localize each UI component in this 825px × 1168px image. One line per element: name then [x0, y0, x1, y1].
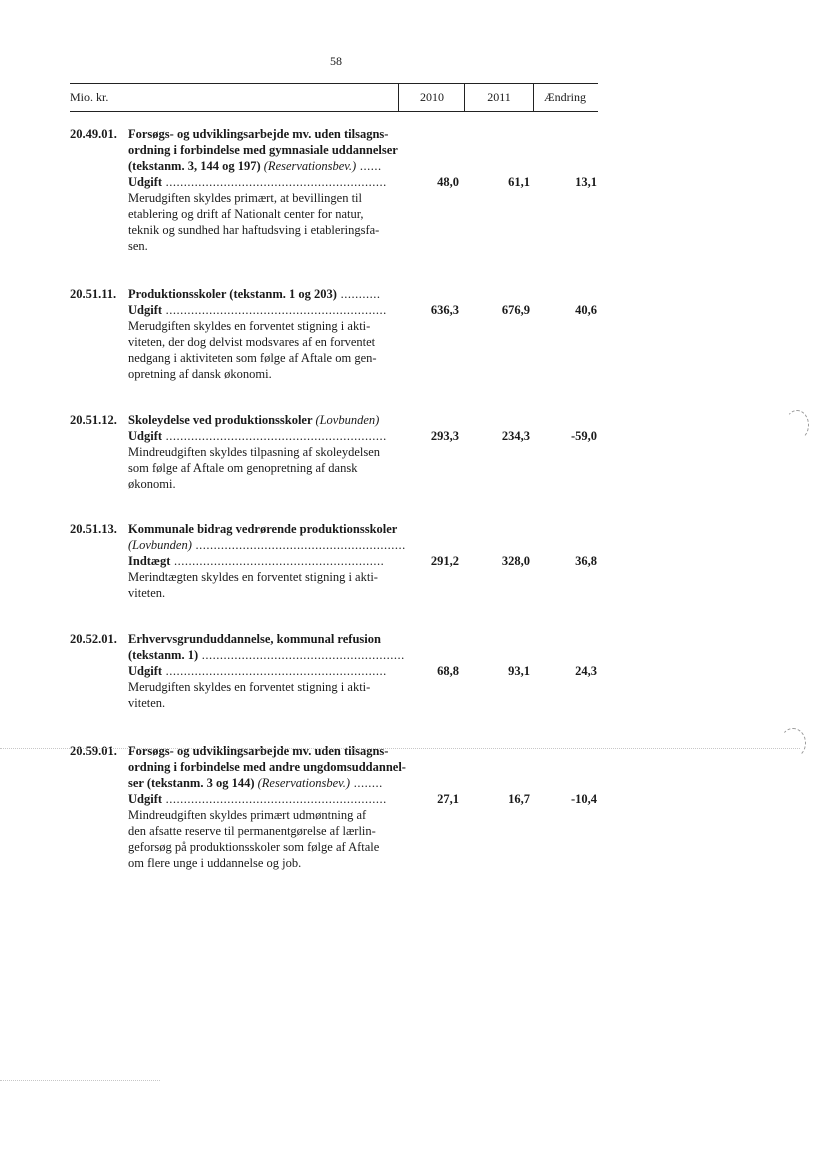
entry-title-line: Kommunale bidrag vedrørende produktionsskoler [128, 522, 398, 536]
leader-dots: ...... [356, 159, 382, 173]
leader-dots: ........... [336, 287, 381, 301]
column-change-header: Ændring [544, 90, 586, 104]
unit-label: Mio. kr. [70, 90, 109, 104]
value-2010: 636,3 [430, 303, 459, 317]
leader-dots: ........ [350, 776, 383, 790]
note-line: teknik og sundhed har haftudsving i etableringsfa- [128, 223, 380, 237]
note-line: økonomi. [128, 477, 176, 491]
line-item-label: Udgift [128, 175, 163, 189]
leader-dots: ............................................................. [162, 303, 387, 317]
leader-dots: ........................................................ [198, 648, 405, 662]
note-line: nedgang i aktiviteten som følge af Aftale om gen- [128, 351, 377, 365]
note-line: Mindreudgiften skyldes tilpasning af skoleydelsen [128, 445, 381, 459]
leader-dots: ............................................................. [162, 429, 387, 443]
account-code: 20.59.01. [70, 744, 117, 758]
note-line: som følge af Aftale om genopretning af dansk [128, 461, 358, 475]
leader-dots: ............................................................. [162, 664, 387, 678]
entry-title-text: (tekstanm. 1) [128, 648, 199, 662]
note-line: geforsøg på produktionsskoler som følge af Aftale [128, 840, 380, 854]
column-2010-header: 2010 [398, 84, 465, 111]
note-line: viteten. [128, 586, 166, 600]
note-line: viteten. [128, 696, 166, 710]
value-2011: 16,7 [508, 792, 530, 806]
entry-title-line: Forsøgs- og udviklingsarbejde mv. uden tilsagns- [128, 744, 389, 758]
entry-title-line: ordning i forbindelse med gymnasiale uddannelser [128, 143, 398, 157]
note-line: sen. [128, 239, 148, 253]
value-change: 24,3 [575, 664, 597, 678]
entry-title-text: Produktionsskoler (tekstanm. 1 og 203) [128, 287, 337, 301]
value-2011: 93,1 [508, 664, 530, 678]
note-line: Merudgiften skyldes en forventet stigning i akti- [128, 680, 371, 694]
value-2011: 234,3 [501, 429, 530, 443]
scan-fold-line [0, 748, 800, 749]
value-2010: 291,2 [430, 554, 459, 568]
column-2011-header: 2011 [464, 84, 534, 111]
account-code: 20.49.01. [70, 127, 117, 141]
entry-title-text: ser (tekstanm. 3 og 144) [128, 776, 258, 790]
entry-title-line: ordning i forbindelse med andre ungdomsuddannel- [128, 760, 406, 774]
entry-title-line: Erhvervsgrunduddannelse, kommunal refusion [128, 632, 381, 646]
entry-title-text: Skoleydelse ved produktionsskoler [128, 413, 316, 427]
value-2010: 68,8 [437, 664, 459, 678]
value-2010: 293,3 [430, 429, 459, 443]
value-change: 36,8 [575, 554, 597, 568]
line-item-label: Udgift [128, 664, 163, 678]
value-change: -59,0 [570, 429, 597, 443]
line-item-label: Udgift [128, 792, 163, 806]
line-item-label: Udgift [128, 303, 163, 317]
note-line: opretning af dansk økonomi. [128, 367, 272, 381]
account-code: 20.51.11. [70, 287, 117, 301]
entry-title-qualifier: (Lovbunden) [315, 413, 380, 427]
scan-fold-line [0, 1080, 160, 1081]
line-item-label: Udgift [128, 429, 163, 443]
value-2011: 676,9 [501, 303, 530, 317]
value-2011: 328,0 [501, 554, 530, 568]
note-line: Merudgiften skyldes primært, at bevillingen til [128, 191, 362, 205]
value-change: 13,1 [575, 175, 597, 189]
note-line: Merudgiften skyldes en forventet stigning i akti- [128, 319, 371, 333]
value-change: -10,4 [570, 792, 597, 806]
leader-dots: ............................................................. [162, 175, 387, 189]
punch-hole-mark [780, 728, 806, 758]
note-line: viteten, der dog delvist modsvares af en forventet [128, 335, 376, 349]
note-line: om flere unge i uddannelse og job. [128, 856, 302, 870]
entry-title-qualifier: (Reservationsbev.) [257, 776, 351, 790]
entry-title-line: Forsøgs- og udviklingsarbejde mv. uden tilsagns- [128, 127, 389, 141]
note-line: den afsatte reserve til permanentgørelse af lærlin- [128, 824, 376, 838]
account-code: 20.51.12. [70, 413, 117, 427]
account-code: 20.51.13. [70, 522, 117, 536]
value-2011: 61,1 [508, 175, 530, 189]
page-number: 58 [330, 54, 342, 68]
entry-title-qualifier: (Reservationsbev.) [263, 159, 357, 173]
note-line: Mindreudgiften skyldes primært udmøntning af [128, 808, 367, 822]
value-2010: 27,1 [437, 792, 459, 806]
leader-dots: ............................................................. [162, 792, 387, 806]
leader-dots: .......................................................... [191, 538, 406, 552]
leader-dots: .......................................................... [170, 554, 385, 568]
value-change: 40,6 [575, 303, 597, 317]
punch-hole-mark [785, 410, 809, 440]
account-code: 20.52.01. [70, 632, 117, 646]
note-line: etablering og drift af Nationalt center for natur, [128, 207, 364, 221]
value-2010: 48,0 [437, 175, 459, 189]
entry-title-qualifier: (Lovbunden) [128, 538, 192, 552]
entry-title-text: (tekstanm. 3, 144 og 197) [128, 159, 264, 173]
line-item-label: Indtægt [128, 554, 171, 568]
table-header [70, 83, 598, 112]
note-line: Merindtægten skyldes en forventet stigning i akti- [128, 570, 378, 584]
